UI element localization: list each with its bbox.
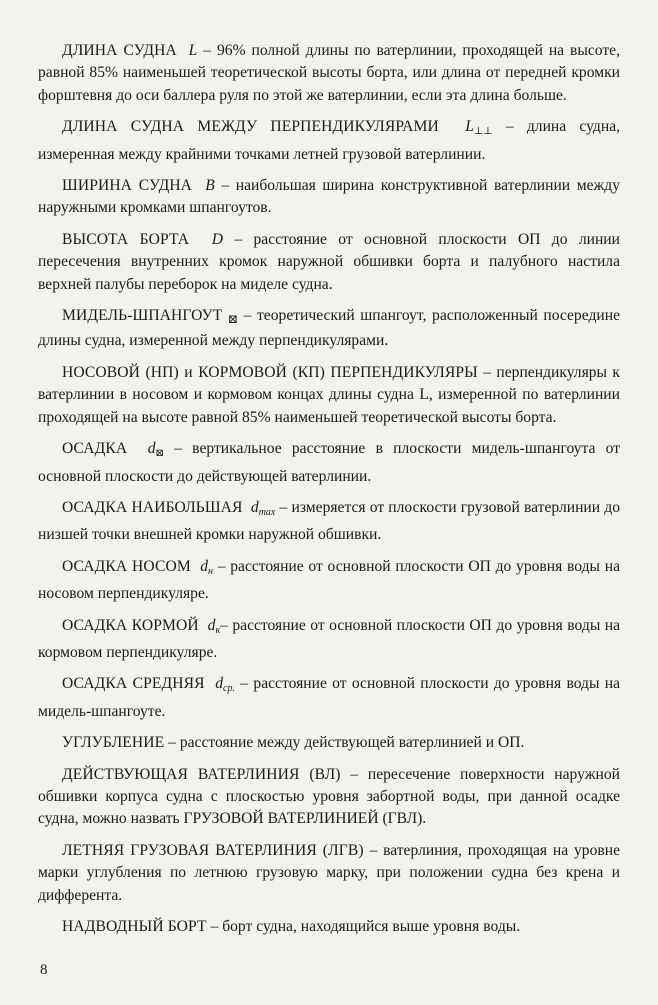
symbol: d — [250, 498, 259, 516]
page-body — [38, 40, 620, 947]
term: УГЛУБЛЕНИЕ — [62, 734, 165, 752]
paragraph: ШИРИНА СУДНА B – наибольшая ширина конструктивной ватерлинии между наружными кромками шпангоутов. — [38, 177, 621, 217]
paragraph: ВЫСОТА БОРТА D – расстояние от основной плоскости ОП до линии пересечения внутренних кромок наружной обшивки борта и палубного настила верхней палубы переборок на миделе судна. — [38, 230, 620, 293]
term: ОСАДКА — [62, 440, 128, 458]
paragraph: УГЛУБЛЕНИЕ – расстояние между действующей ватерлинией и ОП. — [62, 734, 525, 752]
symbol: D — [211, 230, 224, 248]
definition: измеряется от плоскости грузовой ватерлинии до низшей точки внешней кромки наружной обшивки. — [38, 498, 621, 544]
term: ОСАДКА КОРМОЙ — [62, 616, 199, 634]
definition: вертикальное расстояние в плоскости мидель-шпангоута от основной плоскости до действующей ватерлинии. — [38, 440, 621, 485]
symbol-subscript: к — [215, 624, 221, 636]
definition: расстояние от основной плоскости до уровня воды на мидель-шпангоуте. — [38, 675, 621, 720]
term: ДЕЙСТВУЮЩАЯ ВАТЕРЛИНИЯ (ВЛ) — [62, 765, 341, 783]
definition: пересечение поверхности наружной обшивки корпуса судна с плоскостью уровня забортной воды, при данной осадке судна, можно назвать ГРУЗОВОЙ ВАТЕРЛИНИЕЙ (ГВЛ). — [38, 765, 620, 828]
paragraph: ОСАДКА $d_⊠$ – вертикальное расстояние в плоскости мидель-шпангоута от основной плоскости до действующей ватерлинии. — [38, 440, 621, 485]
symbol: d — [215, 675, 224, 693]
term: ОСАДКА НОСОМ — [62, 557, 191, 575]
term: ДЛИНА СУДНА МЕЖДУ ПЕРПЕНДИКУЛЯРАМИ — [62, 118, 439, 136]
term: ОСАДКА СРЕДНЯЯ — [62, 675, 205, 693]
paragraph: ОСАДКА СРЕДНЯЯ $d_{ср.}$ – расстояние от основной плоскости до уровня воды на мидель-шпангоуте. — [38, 675, 621, 720]
definition: расстояние от основной плоскости ОП до уровня воды на кормовом перпендикуляре. — [38, 616, 621, 661]
paragraph: ЛЕТНЯЯ ГРУЗОВАЯ ВАТЕРЛИНИЯ (ЛГВ) – ватерлиния, проходящая на уровне марки углубления по летнюю грузовую марку, при положении судна без крена и дифферента. — [38, 841, 620, 904]
definition: расстояние от основной плоскости ОП до уровня воды на носовом перпендикуляре. — [38, 557, 621, 603]
definition: борт судна, находящийся выше уровня воды. — [222, 918, 521, 935]
symbol-subscript: н — [208, 565, 213, 577]
paragraph: МИДЕЛЬ-ШПАНГОУТ ⊠ – теоретический шпангоут, расположенный посередине длины судна, измеренной между перпендикулярами. — [38, 307, 620, 350]
term: НОСОВОЙ (НП) и КОРМОВОЙ (КП) ПЕРПЕНДИКУЛЯРЫ — [62, 363, 478, 381]
paragraph: ОСАДКА НОСОМ $d_н$ – расстояние от основной плоскости ОП до уровня воды на носовом перпендикуляре. — [38, 557, 621, 603]
definition: расстояние от основной плоскости ОП до линии пересечения внутренних кромок наружной обшивки борта и палубного настила верхней палубы переборок на миделе судна. — [38, 230, 620, 293]
term: ЛЕТНЯЯ ГРУЗОВАЯ ВАТЕРЛИНИЯ (ЛГВ) — [62, 841, 364, 859]
page-number: 8 — [40, 962, 48, 978]
paragraph: НОСОВОЙ (НП) и КОРМОВОЙ (КП) ПЕРПЕНДИКУЛЯРЫ – перпендикуляры к ватерлинии в носовом и кормовом концах длины судна L, измеренной по ватерлинии проходящей на высоте равной 85% наименьшей теоретической высоты борта. — [38, 363, 620, 426]
definition: ватерлиния, проходящая на уровне марки углубления по летнюю грузовую марку, при положении судна без крена и дифферента. — [38, 841, 620, 904]
term: ВЫСОТА БОРТА — [62, 230, 190, 248]
paragraph: ОСАДКА НАИБОЛЬШАЯ $d_{max}$ – измеряется от плоскости грузовой ватерлинии до низшей точки внешней кромки наружной обшивки. — [38, 498, 621, 544]
symbol-subscript: ср. — [223, 683, 235, 695]
symbol: d — [200, 557, 209, 575]
symbol-subscript: max — [258, 506, 276, 518]
term: НАДВОДНЫЙ БОРТ — [62, 918, 207, 935]
symbol-subscript: ⊥⊥ — [473, 126, 493, 138]
term: МИДЕЛЬ-ШПАНГОУТ — [62, 307, 223, 325]
definition: теоретический шпангоут, расположенный посередине длины судна, измеренной между перпендикулярами. — [38, 307, 620, 350]
midship-mark-icon: ⊠ — [227, 312, 239, 327]
paragraph: ДЛИНА СУДНА МЕЖДУ ПЕРПЕНДИКУЛЯРАМИ $L_{\perp\perp}$ – длина судна, измеренная между крайними точками летней грузовой ватерлинии. — [38, 118, 621, 163]
symbol: L — [465, 118, 474, 136]
paragraph: НАДВОДНЫЙ БОРТ – борт судна, находящийся выше уровня воды. — [62, 918, 521, 935]
definition: 96% полной длины по ватерлинии, проходящей на высоте, равной 85% наименьшей теоретической высоты борта, или длина от передней кромки форштевня до оси баллера руля по этой же ватерлинии, если эта длина больше. — [38, 42, 620, 104]
definition: длина судна, измеренная между крайними точками летней грузовой ватерлинии. — [38, 118, 621, 163]
paragraph: ДЕЙСТВУЮЩАЯ ВАТЕРЛИНИЯ (ВЛ) – пересечение поверхности наружной обшивки корпуса судна с плоскостью уровня забортной воды, при данной осадке судна, можно назвать ГРУЗОВОЙ ВАТЕРЛИНИЕЙ (ГВЛ). — [38, 765, 620, 828]
definition: перпендикуляры к ватерлинии в носовом и кормовом концах длины судна L, измеренной по ватерлинии проходящей на высоте равной 85% наименьшей теоретической высоты борта. — [38, 363, 620, 426]
symbol: B — [205, 177, 215, 195]
symbol: d — [147, 440, 156, 458]
symbol: L — [188, 42, 198, 59]
definition: наибольшая ширина конструктивной ватерлинии между наружными кромками шпангоутов. — [38, 177, 621, 217]
symbol-subscript: ⊠ — [155, 448, 164, 460]
term: ДЛИНА СУДНА — [62, 42, 177, 59]
definition: расстояние между действующей ватерлинией и ОП. — [179, 734, 525, 752]
term: ОСАДКА НАИБОЛЬШАЯ — [62, 498, 243, 516]
symbol: d — [207, 616, 216, 634]
paragraph: ДЛИНА СУДНА L – 96% полной длины по ватерлинии, проходящей на высоте, равной 85% наименьшей теоретической высоты борта, или длина от передней кромки форштевня до оси баллера руля по этой же ватерлинии, если эта длина больше. — [38, 42, 620, 104]
paragraph: ОСАДКА КОРМОЙ $d_к-$ расстояние от основной плоскости ОП до уровня воды на кормовом перпендикуляре. — [38, 616, 621, 661]
term: ШИРИНА СУДНА — [62, 177, 193, 195]
